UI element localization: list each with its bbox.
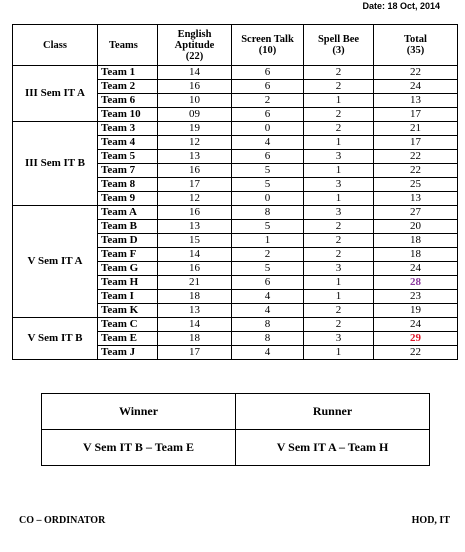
table-row	[13, 122, 458, 136]
english-score-cell: 17	[158, 178, 232, 192]
col-header-class: Class	[13, 25, 98, 66]
screen-talk-score-cell: 4	[232, 136, 304, 150]
spell-bee-score-cell: 3	[304, 262, 374, 276]
col-header-english: English Aptitude (22)	[158, 25, 232, 66]
english-score-cell: 09	[158, 108, 232, 122]
english-score-cell: 16	[158, 164, 232, 178]
team-cell: Team 3	[98, 122, 158, 136]
screen-talk-score-cell: 1	[232, 234, 304, 248]
team-cell: Team B	[98, 220, 158, 234]
screen-talk-score-cell: 8	[232, 206, 304, 220]
screen-talk-score-cell: 5	[232, 262, 304, 276]
screen-talk-score-cell: 0	[232, 122, 304, 136]
total-score-cell: 20	[374, 220, 458, 234]
winner-value: V Sem IT B – Team E	[42, 430, 236, 466]
english-score-cell: 13	[158, 150, 232, 164]
spell-bee-score-cell: 3	[304, 150, 374, 164]
english-score-cell: 15	[158, 234, 232, 248]
total-score-cell: 17	[374, 136, 458, 150]
table-row	[13, 66, 458, 80]
total-score-cell: 13	[374, 94, 458, 108]
team-cell: Team 10	[98, 108, 158, 122]
total-score-cell: 22	[374, 66, 458, 80]
total-score-cell: 13	[374, 192, 458, 206]
total-score-cell: 22	[374, 164, 458, 178]
english-score-cell: 12	[158, 136, 232, 150]
screen-talk-score-cell: 6	[232, 108, 304, 122]
total-score-cell: 29	[374, 332, 458, 346]
class-group-cell: V Sem IT B	[13, 318, 98, 360]
total-score-cell: 19	[374, 304, 458, 318]
team-cell: Team 8	[98, 178, 158, 192]
header-row	[13, 25, 458, 66]
spell-bee-score-cell: 1	[304, 276, 374, 290]
english-score-cell: 14	[158, 248, 232, 262]
total-score-cell: 28	[374, 276, 458, 290]
screen-talk-score-cell: 5	[232, 164, 304, 178]
runner-value: V Sem IT A – Team H	[236, 430, 430, 466]
team-cell: Team C	[98, 318, 158, 332]
total-score-cell: 17	[374, 108, 458, 122]
screen-talk-score-cell: 5	[232, 220, 304, 234]
screen-talk-score-cell: 6	[232, 80, 304, 94]
table-row	[13, 318, 458, 332]
screen-talk-score-cell: 5	[232, 178, 304, 192]
spell-bee-score-cell: 2	[304, 304, 374, 318]
screen-talk-score-cell: 4	[232, 290, 304, 304]
class-group-cell: III Sem IT A	[13, 66, 98, 122]
total-score-cell: 18	[374, 248, 458, 262]
english-score-cell: 21	[158, 276, 232, 290]
spell-bee-score-cell: 3	[304, 178, 374, 192]
team-cell: Team 2	[98, 80, 158, 94]
date-label: Date: 18 Oct, 2014	[362, 1, 440, 11]
screen-talk-score-cell: 4	[232, 346, 304, 360]
spell-bee-score-cell: 3	[304, 206, 374, 220]
english-score-cell: 19	[158, 122, 232, 136]
spell-bee-score-cell: 2	[304, 122, 374, 136]
english-score-cell: 12	[158, 192, 232, 206]
table-row	[13, 206, 458, 220]
screen-talk-score-cell: 8	[232, 318, 304, 332]
screen-talk-score-cell: 8	[232, 332, 304, 346]
spell-bee-score-cell: 2	[304, 66, 374, 80]
total-score-cell: 25	[374, 178, 458, 192]
spell-bee-score-cell: 2	[304, 234, 374, 248]
team-cell: Team I	[98, 290, 158, 304]
spell-bee-score-cell: 3	[304, 332, 374, 346]
team-cell: Team G	[98, 262, 158, 276]
team-cell: Team 7	[98, 164, 158, 178]
col-header-screen-talk: Screen Talk (10)	[232, 25, 304, 66]
col-header-spell-bee: Spell Bee (3)	[304, 25, 374, 66]
english-score-cell: 13	[158, 220, 232, 234]
team-cell: Team 9	[98, 192, 158, 206]
english-score-cell: 16	[158, 206, 232, 220]
team-cell: Team K	[98, 304, 158, 318]
spell-bee-score-cell: 1	[304, 192, 374, 206]
screen-talk-score-cell: 6	[232, 276, 304, 290]
english-score-cell: 14	[158, 66, 232, 80]
runner-label: Runner	[236, 394, 430, 430]
team-cell: Team D	[98, 234, 158, 248]
col-header-teams: Teams	[98, 25, 158, 66]
english-score-cell: 16	[158, 262, 232, 276]
english-score-cell: 18	[158, 290, 232, 304]
total-score-cell: 22	[374, 346, 458, 360]
spell-bee-score-cell: 1	[304, 290, 374, 304]
total-score-cell: 24	[374, 318, 458, 332]
total-score-cell: 18	[374, 234, 458, 248]
team-cell: Team 1	[98, 66, 158, 80]
english-score-cell: 17	[158, 346, 232, 360]
hod-signature: HOD, IT	[411, 515, 450, 526]
english-score-cell: 10	[158, 94, 232, 108]
team-cell: Team E	[98, 332, 158, 346]
spell-bee-score-cell: 1	[304, 164, 374, 178]
total-score-cell: 24	[374, 80, 458, 94]
team-cell: Team H	[98, 276, 158, 290]
english-score-cell: 18	[158, 332, 232, 346]
result-table	[41, 393, 430, 466]
col-header-total: Total (35)	[374, 25, 458, 66]
team-cell: Team J	[98, 346, 158, 360]
total-score-cell: 24	[374, 262, 458, 276]
team-cell: Team 6	[98, 94, 158, 108]
total-score-cell: 21	[374, 122, 458, 136]
total-score-cell: 23	[374, 290, 458, 304]
class-group-cell: V Sem IT A	[13, 206, 98, 318]
screen-talk-score-cell: 6	[232, 150, 304, 164]
screen-talk-score-cell: 2	[232, 248, 304, 262]
spell-bee-score-cell: 1	[304, 136, 374, 150]
total-score-cell: 22	[374, 150, 458, 164]
spell-bee-score-cell: 1	[304, 94, 374, 108]
english-score-cell: 14	[158, 318, 232, 332]
spell-bee-score-cell: 2	[304, 80, 374, 94]
spell-bee-score-cell: 2	[304, 220, 374, 234]
spell-bee-score-cell: 2	[304, 108, 374, 122]
screen-talk-score-cell: 6	[232, 66, 304, 80]
total-score-cell: 27	[374, 206, 458, 220]
coordinator-signature: CO – ORDINATOR	[19, 515, 106, 526]
team-cell: Team F	[98, 248, 158, 262]
spell-bee-score-cell: 1	[304, 346, 374, 360]
team-cell: Team A	[98, 206, 158, 220]
screen-talk-score-cell: 4	[232, 304, 304, 318]
winner-label: Winner	[42, 394, 236, 430]
screen-talk-score-cell: 0	[232, 192, 304, 206]
team-cell: Team 5	[98, 150, 158, 164]
score-table	[12, 24, 458, 360]
screen-talk-score-cell: 2	[232, 94, 304, 108]
team-cell: Team 4	[98, 136, 158, 150]
english-score-cell: 13	[158, 304, 232, 318]
spell-bee-score-cell: 2	[304, 248, 374, 262]
spell-bee-score-cell: 2	[304, 318, 374, 332]
english-score-cell: 16	[158, 80, 232, 94]
class-group-cell: III Sem IT B	[13, 122, 98, 206]
